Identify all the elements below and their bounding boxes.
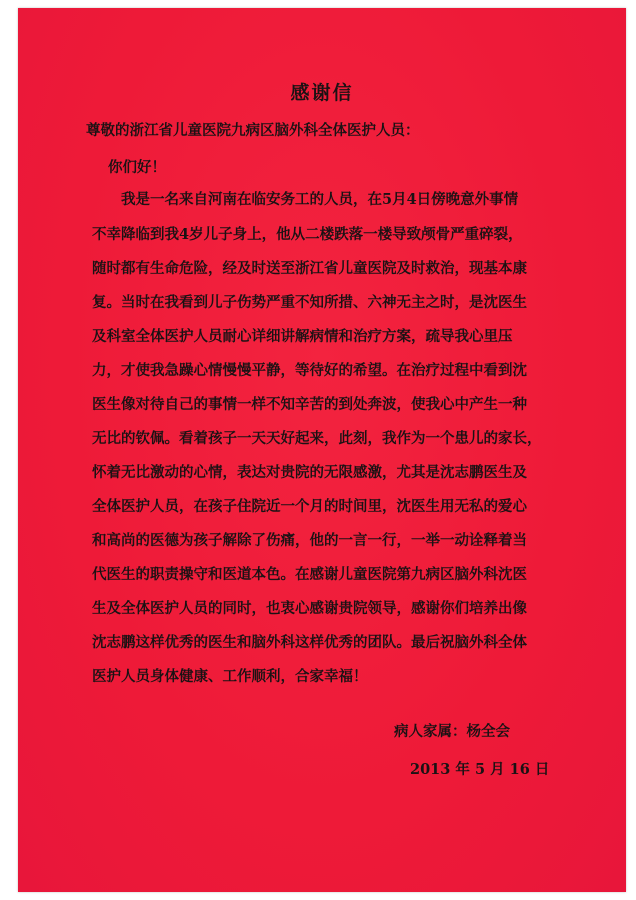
letter-title: 感谢信: [290, 82, 354, 104]
body-line: 我是一名来自河南在临安务工的人员，在5月4日傍晚意外事情: [92, 191, 519, 208]
letter-paper: [18, 8, 626, 892]
letter-greeting: 你们好！: [108, 159, 166, 176]
letter-signer: 病人家属：杨全会: [394, 723, 510, 740]
letter-date: 2013 年 5 月 16 日: [410, 761, 550, 778]
body-line: 复。当时在我看到儿子伤势严重不知所措、六神无主之时，是沈医生: [92, 294, 527, 311]
body-line: 沈志鹏这样优秀的医生和脑外科这样优秀的团队。最后祝脑外科全体: [92, 634, 527, 651]
body-line: 随时都有生命危险，经及时送至浙江省儿童医院及时救治，现基本康: [92, 260, 527, 277]
letter-salutation: 尊敬的浙江省儿童医院九病区脑外科全体医护人员：: [86, 122, 420, 139]
body-line: 医护人员身体健康、工作顺利，合家幸福！: [92, 668, 368, 685]
body-line: 无比的钦佩。看着孩子一天天好起来，此刻，我作为一个患儿的家长，: [92, 430, 542, 447]
body-line: 医生像对待自己的事情一样不知辛苦的到处奔波，使我心中产生一种: [92, 396, 527, 413]
body-line: 代医生的职责操守和医道本色。在感谢儿童医院第九病区脑外科沈医: [92, 566, 527, 583]
body-line: 怀着无比激动的心情，表达对贵院的无限感激，尤其是沈志鹏医生及: [92, 464, 527, 481]
body-line: 力，才使我急躁心情慢慢平静，等待好的希望。在治疗过程中看到沈: [92, 362, 527, 379]
body-line: 及科室全体医护人员耐心详细讲解病情和治疗方案，疏导我心里压: [92, 328, 513, 345]
body-line: 生及全体医护人员的同时，也衷心感谢贵院领导，感谢你们培养出像: [92, 600, 527, 617]
body-line: 全体医护人员，在孩子住院近一个月的时间里，沈医生用无私的爱心: [92, 498, 527, 515]
body-line: 和高尚的医德为孩子解除了伤痛，他的一言一行，一举一动诠释着当: [92, 532, 527, 549]
body-line: 不幸降临到我4岁儿子身上，他从二楼跌落一楼导致颅骨严重碎裂，: [92, 226, 523, 243]
